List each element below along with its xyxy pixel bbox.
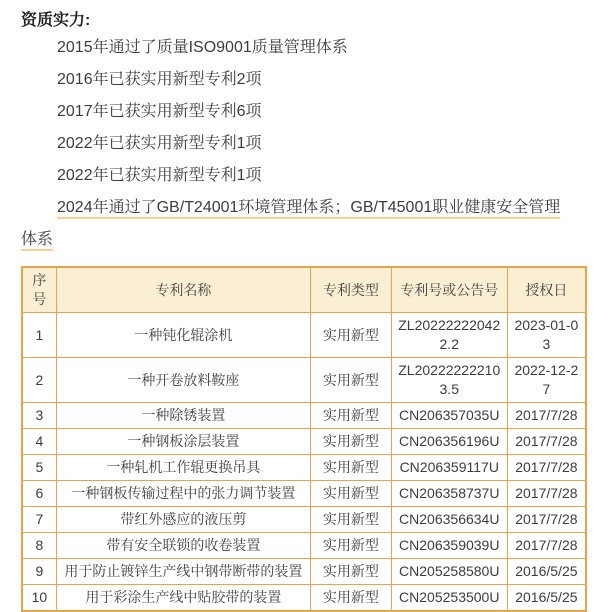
cell-index: 4 bbox=[22, 429, 56, 455]
col-header-patent-name: 专利名称 bbox=[56, 267, 310, 313]
table-row bbox=[22, 533, 586, 559]
col-header-index: 序号 bbox=[22, 267, 56, 313]
cell-patent-type: 实用新型 bbox=[311, 429, 392, 455]
col-header-patent-number: 专利号或公告号 bbox=[391, 267, 507, 313]
section-heading: 资质实力: bbox=[21, 12, 91, 29]
cell-patent-type: 实用新型 bbox=[311, 455, 392, 481]
cell-patent-number: CN206356634U bbox=[391, 507, 507, 533]
cell-grant-date: 2017/7/28 bbox=[507, 429, 586, 455]
certification-line-2022a: 2022年已获实用新型专利1项 bbox=[57, 135, 262, 152]
cell-patent-name: 用于防止镀锌生产线中钢带断带的装置 bbox=[56, 559, 310, 585]
table-row bbox=[22, 507, 586, 533]
cell-index: 7 bbox=[22, 507, 56, 533]
certification-line-2016: 2016年已获实用新型专利2项 bbox=[57, 71, 262, 88]
underlined-text: 2024年通过了GB/T24001环境管理体系；GB/T45001职业健康安全管理体系 bbox=[21, 199, 561, 248]
table-row bbox=[22, 455, 586, 481]
cell-patent-name: 一种轧机工作辊更换吊具 bbox=[56, 455, 310, 481]
cell-patent-name: 一种钢板传输过程中的张力调节装置 bbox=[56, 481, 310, 507]
table-row bbox=[22, 313, 586, 358]
cell-patent-number: ZL202222222103.5 bbox=[391, 358, 507, 403]
cell-patent-type: 实用新型 bbox=[311, 559, 392, 585]
cell-patent-name: 一种钢板涂层装置 bbox=[56, 429, 310, 455]
cell-patent-number: CN206356196U bbox=[391, 429, 507, 455]
cell-index: 5 bbox=[22, 455, 56, 481]
cell-index: 3 bbox=[22, 403, 56, 429]
cell-patent-type: 实用新型 bbox=[311, 313, 392, 358]
cell-index: 1 bbox=[22, 313, 56, 358]
cell-patent-name: 一种钝化辊涂机 bbox=[56, 313, 310, 358]
col-header-grant-date: 授权日 bbox=[507, 267, 586, 313]
cell-grant-date: 2017/7/28 bbox=[507, 481, 586, 507]
table-row bbox=[22, 358, 586, 403]
col-header-patent-type: 专利类型 bbox=[311, 267, 392, 313]
cell-patent-number: ZL202222220422.2 bbox=[391, 313, 507, 358]
cell-index: 9 bbox=[22, 559, 56, 585]
table-header-row bbox=[22, 267, 586, 313]
table-row bbox=[22, 559, 586, 585]
certification-line-2022b: 2022年已获实用新型专利1项 bbox=[57, 167, 262, 184]
cell-patent-number: CN206358737U bbox=[391, 481, 507, 507]
cell-patent-type: 实用新型 bbox=[311, 481, 392, 507]
cell-patent-name: 带有安全联锁的收卷装置 bbox=[56, 533, 310, 559]
cell-patent-type: 实用新型 bbox=[311, 403, 392, 429]
table-row bbox=[22, 429, 586, 455]
cell-patent-type: 实用新型 bbox=[311, 507, 392, 533]
table-row bbox=[22, 481, 586, 507]
table-row bbox=[22, 585, 586, 612]
cell-patent-number: CN205253500U bbox=[391, 585, 507, 612]
cell-index: 10 bbox=[22, 585, 56, 612]
cell-patent-type: 实用新型 bbox=[311, 533, 392, 559]
cell-patent-name: 带红外感应的液压剪 bbox=[56, 507, 310, 533]
cell-patent-type: 实用新型 bbox=[311, 358, 392, 403]
cell-grant-date: 2017/7/28 bbox=[507, 403, 586, 429]
cell-grant-date: 2022-12-27 bbox=[507, 358, 586, 403]
patent-table bbox=[21, 266, 587, 612]
cell-grant-date: 2017/7/28 bbox=[507, 507, 586, 533]
table-row bbox=[22, 403, 586, 429]
certification-line-2024 bbox=[21, 192, 573, 256]
cell-grant-date: 2023-01-03 bbox=[507, 313, 586, 358]
cell-index: 8 bbox=[22, 533, 56, 559]
cell-patent-number: CN206359117U bbox=[391, 455, 507, 481]
cell-grant-date: 2016/5/25 bbox=[507, 585, 586, 612]
cell-patent-name: 一种开卷放料鞍座 bbox=[56, 358, 310, 403]
cell-patent-number: CN206359039U bbox=[391, 533, 507, 559]
certification-line-2017: 2017年已获实用新型专利6项 bbox=[57, 103, 262, 120]
cell-index: 2 bbox=[22, 358, 56, 403]
cell-patent-type: 实用新型 bbox=[311, 585, 392, 612]
cell-index: 6 bbox=[22, 481, 56, 507]
cell-grant-date: 2017/7/28 bbox=[507, 455, 586, 481]
cell-grant-date: 2016/5/25 bbox=[507, 559, 586, 585]
cell-grant-date: 2017/7/28 bbox=[507, 533, 586, 559]
certification-line-2015: 2015年通过了质量ISO9001质量管理体系 bbox=[57, 39, 348, 56]
cell-patent-number: CN205258580U bbox=[391, 559, 507, 585]
cell-patent-name: 用于彩涂生产线中贴胶带的装置 bbox=[56, 585, 310, 612]
cell-patent-number: CN206357035U bbox=[391, 403, 507, 429]
cell-patent-name: 一种除锈装置 bbox=[56, 403, 310, 429]
